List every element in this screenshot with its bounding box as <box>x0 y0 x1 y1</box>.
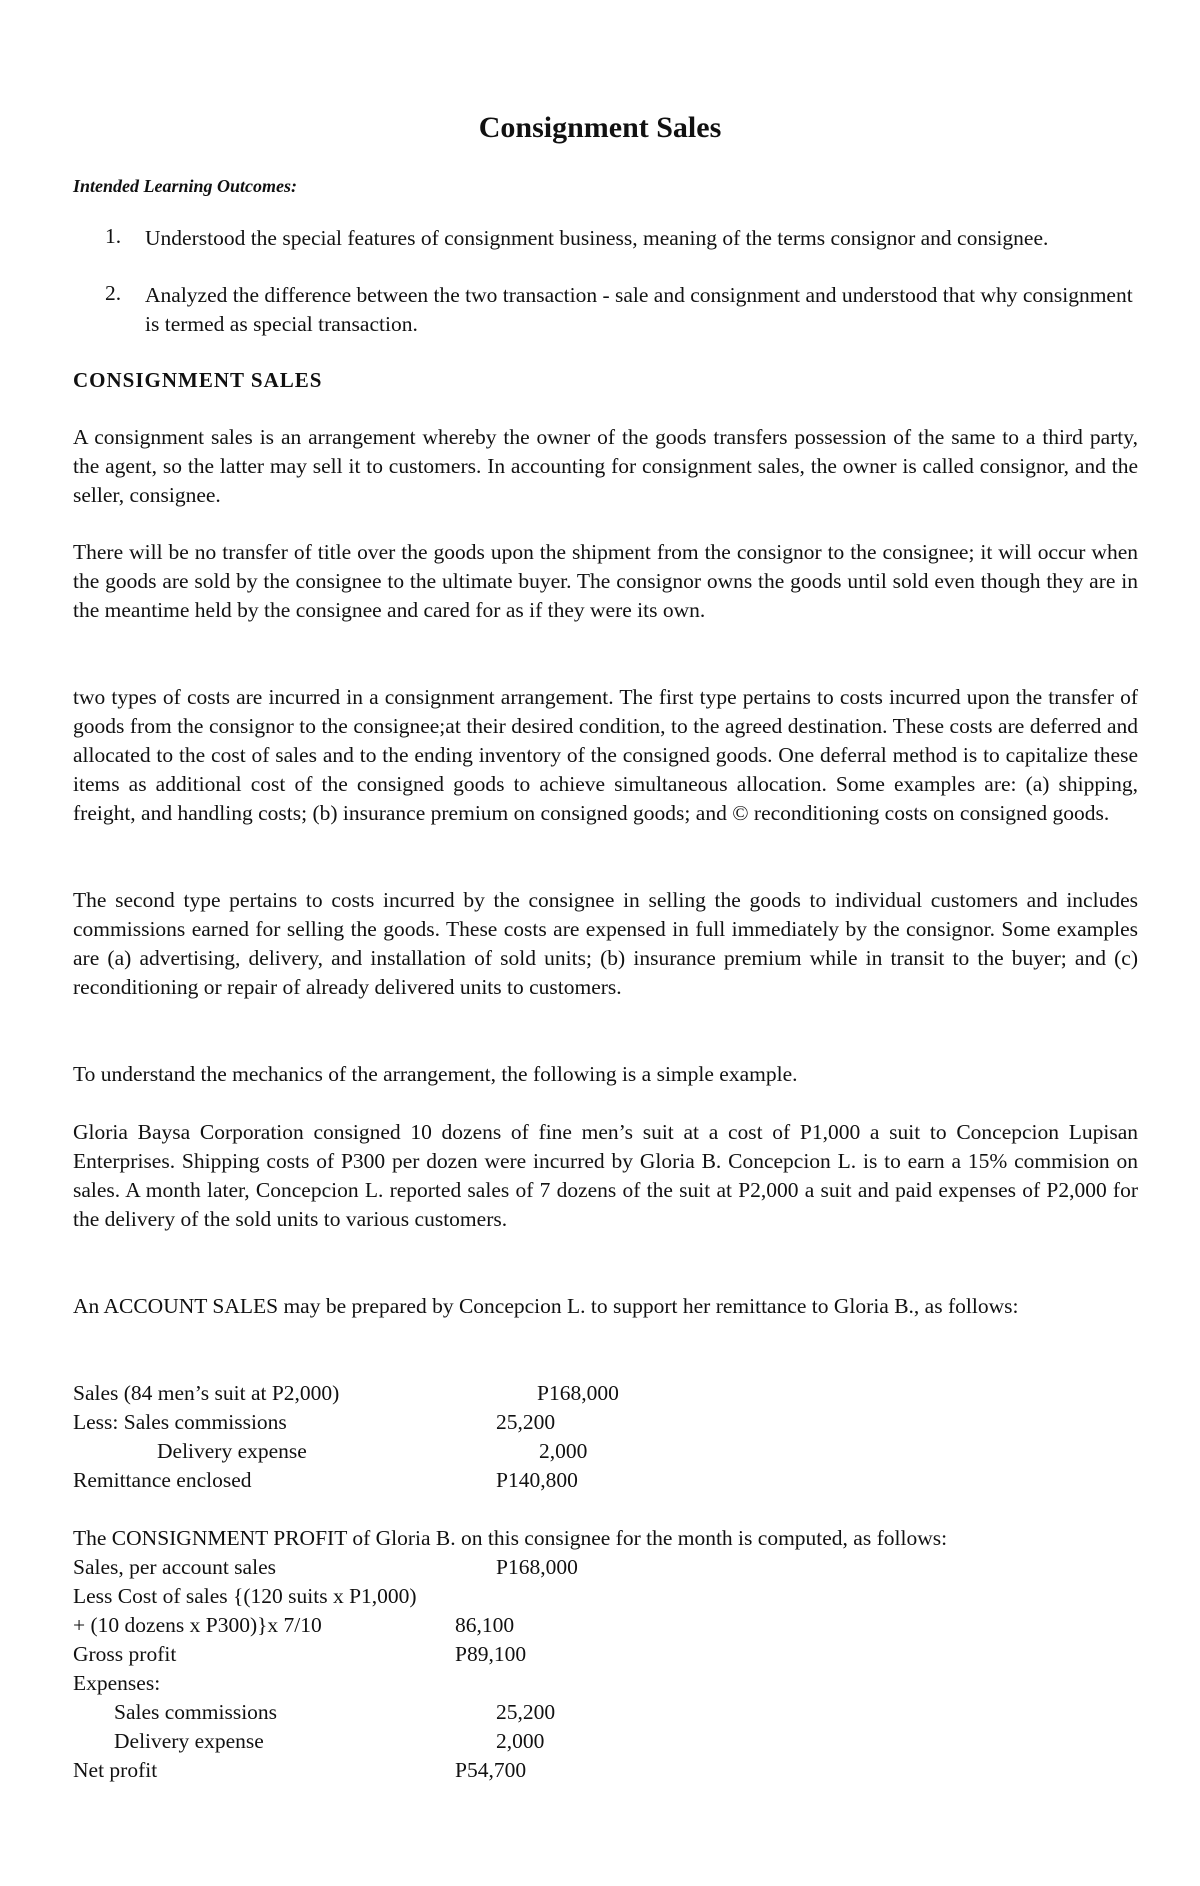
paragraph-second-cost-type: The second type pertains to costs incurred by the consignee in selling the goods to individual customers and includes commissions earned for selling the goods. These costs are expensed in full immediately by the consignor. Some examples are (a) advertising, delivery, and installation of sold units; (b) insurance premium while in transit to the buyer; and (c) reconditioning or repair of already delivered units to customers. <box>73 888 1138 999</box>
account-sales-label: Sales (84 men’s suit at P2,000) <box>73 1381 340 1405</box>
profit-commissions-label: Sales commissions <box>114 1700 278 1724</box>
profit-expenses-label: Expenses: <box>73 1671 161 1695</box>
profit-cost-label-1: Less Cost of sales {(120 suits x P1,000) <box>73 1584 417 1608</box>
section-heading: CONSIGNMENT SALES <box>73 368 323 392</box>
account-delivery-value: 2,000 <box>539 1439 588 1463</box>
outcome-text: Understood the special features of consignment business, meaning of the terms consignor and consignee. <box>145 226 1049 250</box>
paragraph-account-sales-intro: An ACCOUNT SALES may be prepared by Concepcion L. to support her remittance to Gloria B., as follows: <box>73 1294 1019 1318</box>
profit-cost-value: 86,100 <box>455 1613 515 1637</box>
paragraph-definition: A consignment sales is an arrangement whereby the owner of the goods transfers possession of the same to a third party, the agent, so the latter may sell it to customers. In accounting for consignment sales, the owner is called consignor, and the seller, consignee. <box>73 425 1138 507</box>
profit-net-value: P54,700 <box>455 1758 527 1782</box>
profit-delivery-value: 2,000 <box>496 1729 545 1753</box>
profit-sales-label: Sales, per account sales <box>73 1555 276 1579</box>
profit-cost-label-2: + (10 dozens x P300)}x 7/10 <box>73 1613 322 1637</box>
learning-outcomes-heading: Intended Learning Outcomes: <box>73 176 298 196</box>
account-sales-value: P168,000 <box>537 1381 619 1405</box>
profit-gross-value: P89,100 <box>455 1642 527 1666</box>
paragraph-example-facts: Gloria Baysa Corporation consigned 10 dozens of fine men’s suit at a cost of P1,000 a suit to Concepcion Lupisan Enterprises. Shipping costs of P300 per dozen were incurred by Gloria B. Concepcion L. is to earn a 15% commision on sales. A month later, Concepcion L. reported sales of 7 dozens of the suit at P2,000 a suit and paid expenses of P2,000 for the delivery of the sold units to various customers. <box>73 1120 1138 1231</box>
outcome-text: Analyzed the difference between the two transaction - sale and consignment and understood that why consignment is termed as special transaction. <box>145 283 1133 336</box>
account-remittance-value: P140,800 <box>496 1468 578 1492</box>
profit-gross-label: Gross profit <box>73 1642 177 1666</box>
outcome-number: 1. <box>105 224 122 248</box>
profit-commissions-value: 25,200 <box>496 1700 556 1724</box>
paragraph-title-transfer: There will be no transfer of title over the goods upon the shipment from the consignor to the consignee; it will occur when the goods are sold by the consignee to the ultimate buyer. The consignor owns the goods until sold even though they are in the meantime held by the consignee and cared for as if they were its own. <box>73 540 1138 622</box>
profit-sales-value: P168,000 <box>496 1555 578 1579</box>
outcome-number: 2. <box>105 281 122 305</box>
profit-net-label: Net profit <box>73 1758 158 1782</box>
profit-delivery-label: Delivery expense <box>114 1729 264 1753</box>
paragraph-profit-intro: The CONSIGNMENT PROFIT of Gloria B. on this consignee for the month is computed, as follows: <box>73 1526 948 1550</box>
page-title: Consignment Sales <box>478 111 722 144</box>
account-delivery-label: Delivery expense <box>157 1439 307 1463</box>
paragraph-example-intro: To understand the mechanics of the arrangement, the following is a simple example. <box>73 1062 798 1086</box>
paragraph-first-cost-type: two types of costs are incurred in a consignment arrangement. The first type pertains to costs incurred upon the transfer of goods from the consignor to the consignee;at their desired condition, to the agreed destination. These costs are deferred and allocated to the cost of sales and to the ending inventory of the consigned goods. One deferral method is to capitalize these items as additional cost of the consigned goods to achieve simultaneous allocation. Some examples are: (a) shipping, freight, and handling costs; (b) insurance premium on consigned goods; and © reconditioning costs on consigned goods. <box>73 685 1138 825</box>
account-remittance-label: Remittance enclosed <box>73 1468 252 1492</box>
account-less-commissions-label: Less: Sales commissions <box>73 1410 287 1434</box>
account-less-commissions-value: 25,200 <box>496 1410 556 1434</box>
